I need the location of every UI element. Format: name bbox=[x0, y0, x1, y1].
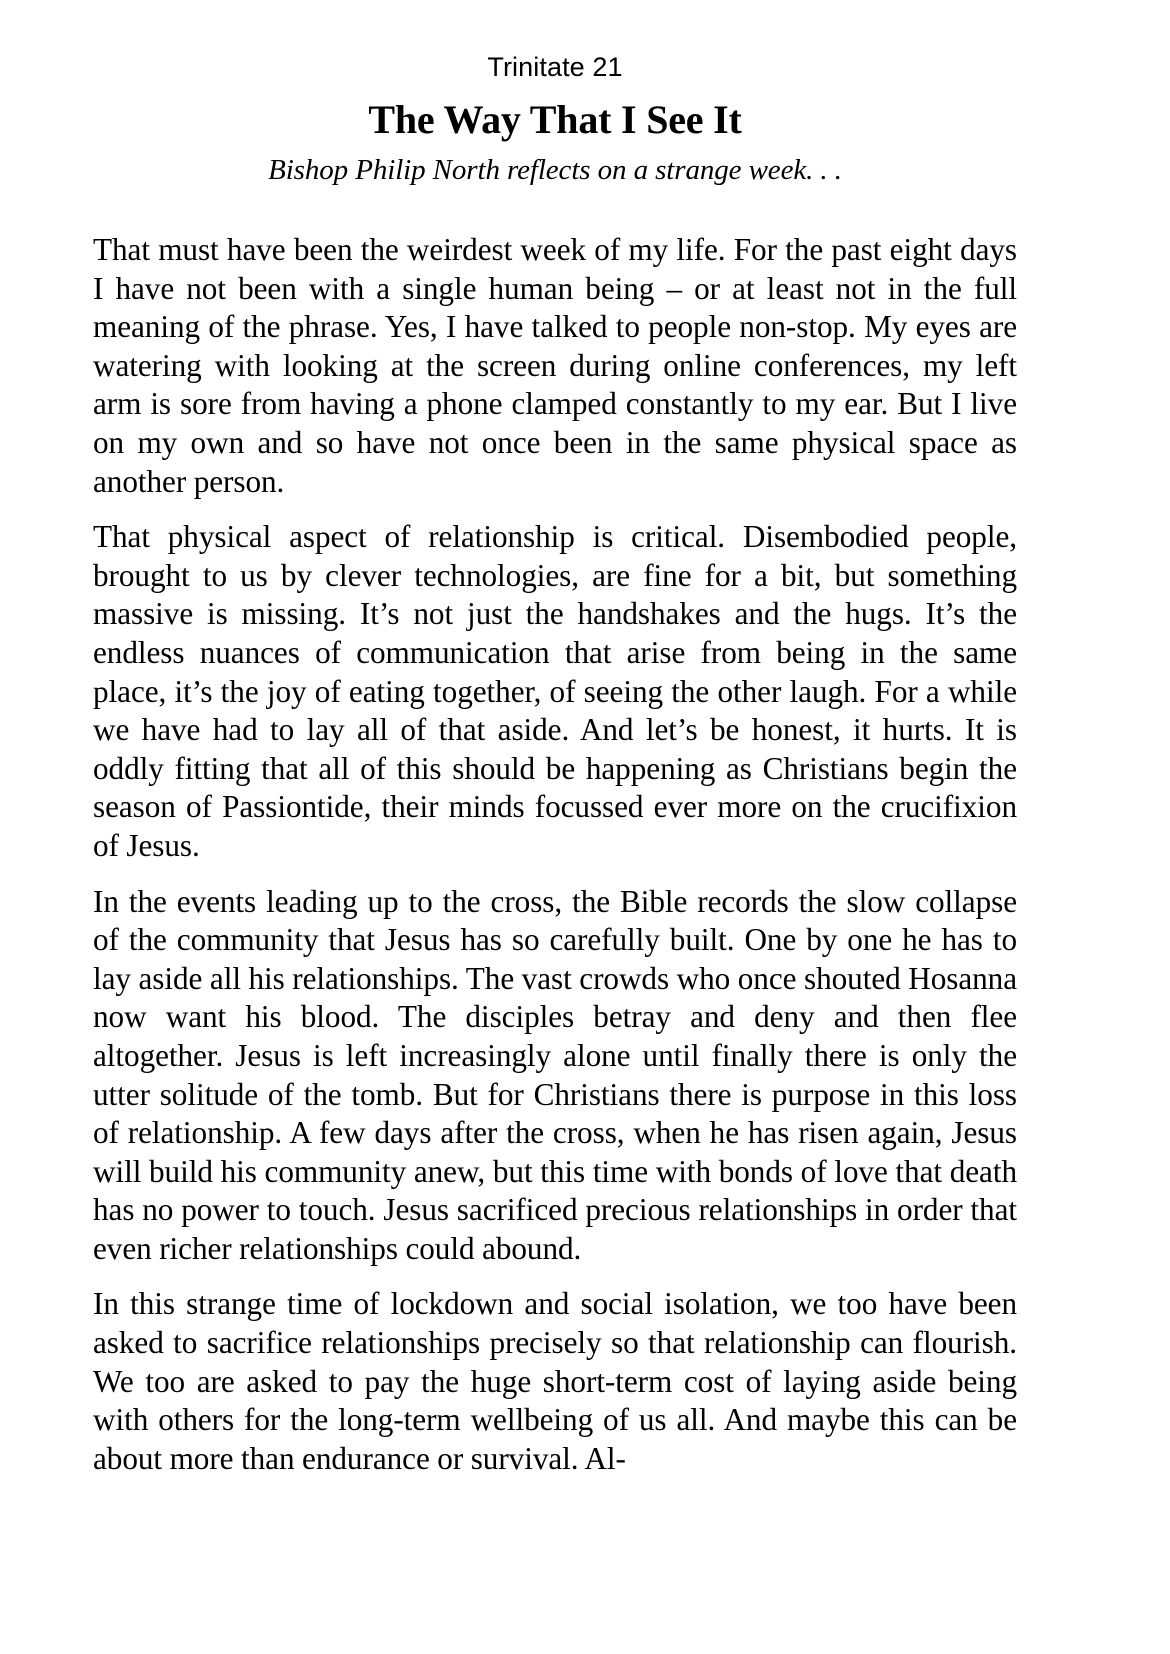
article-paragraph: That physical aspect of relationship is critical. Disembodied people, brought to us by clever technologies, are fine for a bit, but something massive is missing. It’s not just the handshakes and the hugs. It’s the endless nuances of communication that arise from being in the same place, it’s the joy of eating together, of seeing the other laugh. For a while we have had to lay all of that aside. And let’s be honest, it hurts. It is oddly fitting that all of this should be happening as Christians begin the season of Passiontide, their minds focussed ever more on the crucifixion of Jesus. bbox=[93, 519, 1017, 863]
article-paragraph: In the events leading up to the cross, the Bible records the slow collapse of the community that Jesus has so carefully built. One by one he has to lay aside all his relationships. The vast crowds who once shouted Hosanna now want his blood. The disciples betray and deny and then flee altogether. Jesus is left increasingly alone until finally there is only the utter solitude of the tomb. But for Christians there is purpose in this loss of relationship. A few days after the cross, when he has risen again, Jesus will build his community anew, but this time with bonds of love that death has no power to touch. Jesus sacrificed precious relationships in order that even richer relationships could abound. bbox=[93, 883, 1017, 1266]
article-body bbox=[93, 231, 1017, 1478]
issue-label: Trinitate 21 bbox=[487, 52, 623, 82]
article-paragraph: In this strange time of lockdown and social isolation, we too have been asked to sacrifice relationships precisely so that relationship can flourish. We too are asked to pay the huge short-term cost of laying aside being with others for the long-term wellbeing of us all. And maybe this can be about more than endurance or survival. Al- bbox=[93, 1286, 1017, 1476]
page-content bbox=[93, 0, 1017, 1478]
article-paragraph: That must have been the weirdest week of my life. For the past eight days I have not been with a single human being – or at least not in the full meaning of the phrase. Yes, I have talked to people non-stop. My eyes are watering with looking at the screen during online conferences, my left arm is sore from having a phone clamped constantly to my ear. But I live on my own and so have not once been in the same physical space as another person. bbox=[93, 232, 1017, 499]
page-title: The Way That I See It bbox=[368, 96, 742, 142]
page-subtitle: Bishop Philip North reflects on a strange week. . . bbox=[268, 153, 842, 186]
